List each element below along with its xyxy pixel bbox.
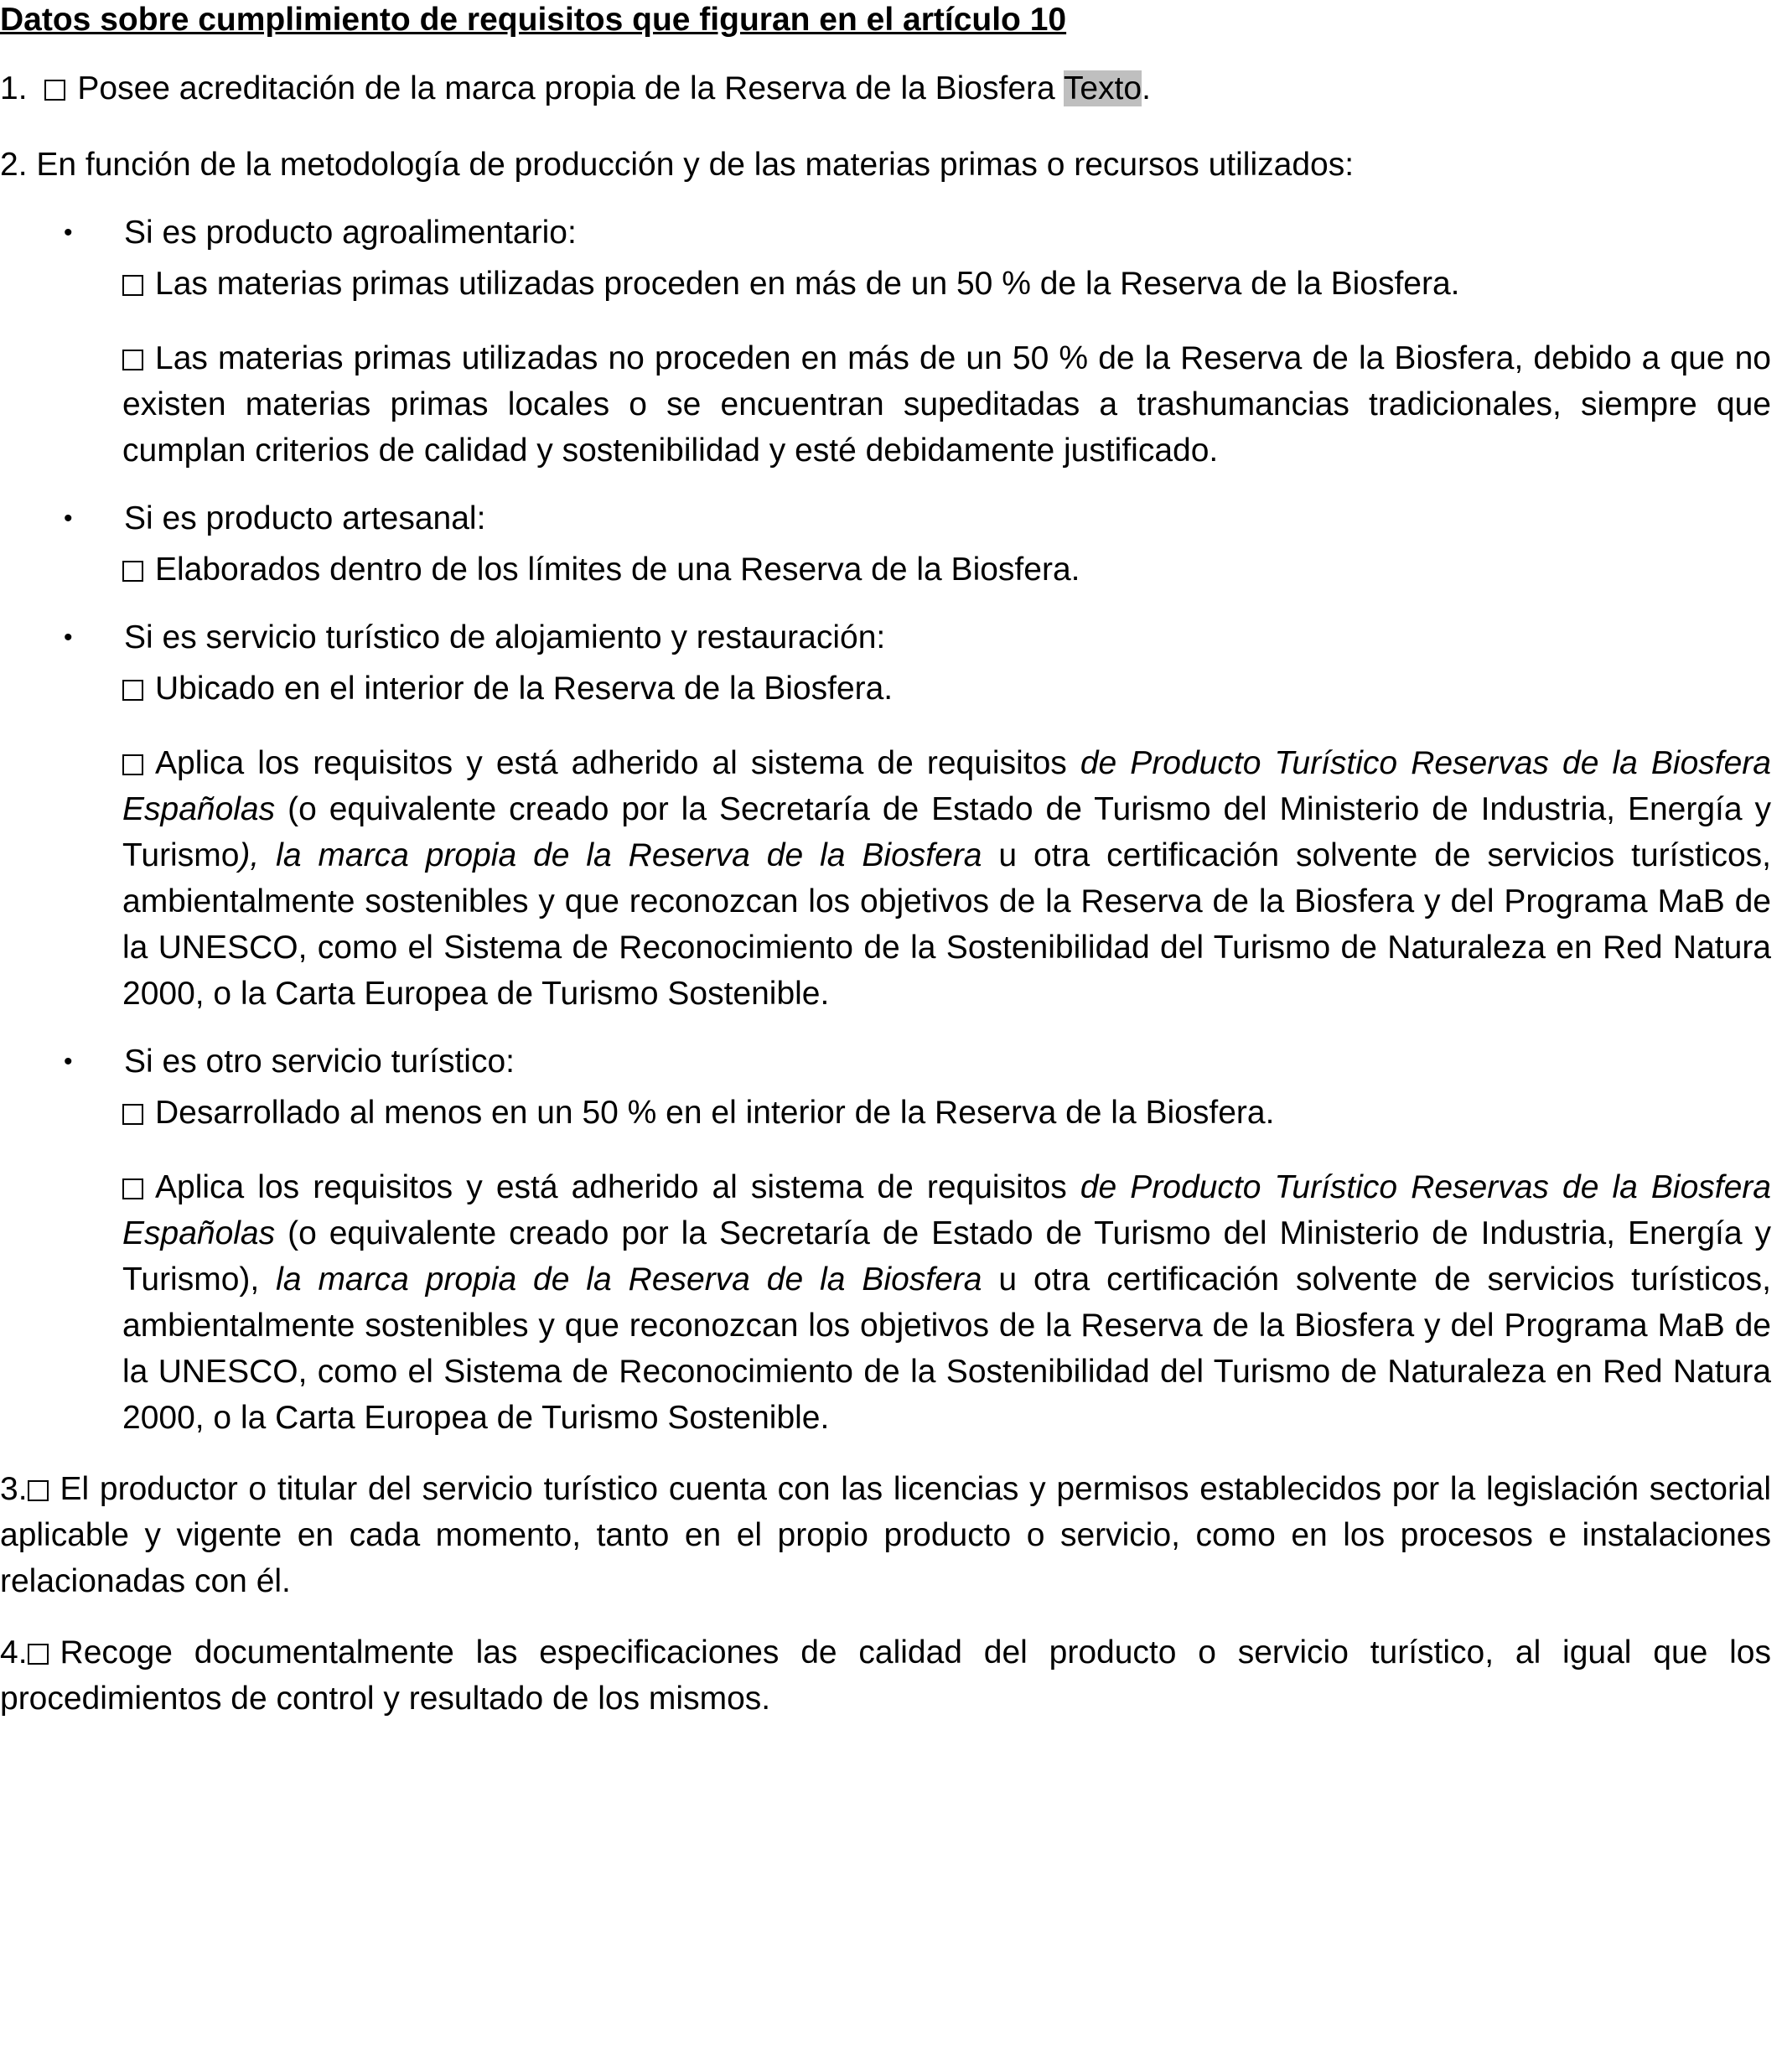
checkbox-alojamiento-2[interactable] xyxy=(122,754,143,775)
checkbox-agro-2[interactable] xyxy=(122,350,143,370)
otro-opt2-part-c: (o equivalente creado por la Secretaría de Estado de Turismo del Ministerio de Industria, Energía y Turismo), xyxy=(122,1215,1771,1298)
requirement-1-text: Posee acreditación de la marca propia de la Reserva de la Biosfera xyxy=(77,70,1055,106)
item-number: 3. xyxy=(0,1471,28,1507)
agro-option-2-text: Las materias primas utilizadas no proceden en más de un 50 % de la Reserva de la Biosfera, debido a que no existen materias primas locales o se encuentran supeditadas a trashumancias tradicionales, siempre que cumplan criterios de calidad y sostenibilidad y esté debidamente justificado. xyxy=(122,340,1771,469)
artesanal-option-1 xyxy=(122,546,1771,593)
checkbox-agro-1[interactable] xyxy=(122,275,143,296)
otro-option-1-text: Desarrollado al menos en un 50 % en el interior de la Reserva de la Biosfera. xyxy=(155,1095,1275,1131)
agro-section xyxy=(0,210,1771,474)
requirement-3 xyxy=(0,1466,1771,1604)
checkbox-3[interactable] xyxy=(28,1480,49,1501)
checkbox-4[interactable] xyxy=(28,1644,49,1665)
alojamiento-option-2 xyxy=(122,740,1771,1017)
otro-opt2-part-b: de Producto Turístico Reservas de la Biosfera Españolas xyxy=(122,1169,1771,1251)
page-title: Datos sobre cumplimiento de requisitos que figuran en el artículo 10 xyxy=(0,2,1067,38)
artesanal-heading: • Si es producto artesanal: xyxy=(122,495,1771,541)
checkbox-otro-2[interactable] xyxy=(122,1178,143,1199)
alojamiento-section xyxy=(0,614,1771,1017)
alojamiento-opt2-part-b: de Producto Turístico Reservas de la Biosfera Españolas xyxy=(122,745,1771,827)
alojamiento-opt2-part-c: (o equivalente creado por la Secretaría de Estado de Turismo del Ministerio de Industria, Energía y Turismo xyxy=(122,791,1771,873)
alojamiento-option-1 xyxy=(122,666,1771,712)
item-number: 4. xyxy=(0,1634,28,1671)
otro-option-1 xyxy=(122,1090,1771,1136)
otro-option-2 xyxy=(122,1164,1771,1441)
alojamiento-opt2-part-a: Aplica los requisitos y está adherido al sistema de requisitos xyxy=(155,745,1080,781)
artesanal-section xyxy=(0,495,1771,593)
agro-option-1-text: Las materias primas utilizadas proceden en más de un 50 % de la Reserva de la Biosfera. xyxy=(155,266,1460,302)
agro-option-2 xyxy=(122,335,1771,474)
alojamiento-opt2-part-d: ), la marca propia de la Reserva de la Biosfera xyxy=(239,837,982,873)
requirement-1 xyxy=(0,65,1771,111)
requirement-2: 2. En función de la metodología de producción y de las materias primas o recursos utilizados: xyxy=(0,147,1355,183)
artesanal-option-1-text: Elaborados dentro de los límites de una Reserva de la Biosfera. xyxy=(155,552,1080,588)
alojamiento-option-1-text: Ubicado en el interior de la Reserva de la Biosfera. xyxy=(155,671,894,707)
checkbox-artesanal-1[interactable] xyxy=(122,561,143,582)
period: . xyxy=(1142,70,1151,106)
agro-option-1 xyxy=(122,261,1771,307)
checkbox-1[interactable] xyxy=(44,80,65,101)
otro-section xyxy=(0,1039,1771,1441)
alojamiento-opt2-part-e: u otra certificación solvente de servicios turísticos, ambientalmente sostenibles y que reconozcan los objetivos de la Reserva de la Biosfera y del Programa MaB de la UNESCO, como el Sistema de Reconocimiento de la Sostenibilidad del Turismo de Naturaleza en Red Natura 2000, o la Carta Europea de Turismo Sostenible. xyxy=(122,837,1771,1012)
otro-opt2-part-e: u otra certificación solvente de servicios turísticos, ambientalmente sostenibles y que reconozcan los objetivos de la Reserva de la Biosfera y del Programa MaB de la UNESCO, como el Sistema de Reconocimiento de la Sostenibilidad del Turismo de Naturaleza en Red Natura 2000, o la Carta Europea de Turismo Sostenible. xyxy=(122,1261,1771,1436)
agro-heading: • Si es producto agroalimentario: xyxy=(122,210,1771,256)
checkbox-alojamiento-1[interactable] xyxy=(122,680,143,701)
requirement-4-text: Recoge documentalmente las especificaciones de calidad del producto o servicio turístico, al igual que los procedimientos de control y resultado de los mismos. xyxy=(0,1634,1771,1717)
item-number: 1. xyxy=(0,70,28,106)
requirement-4 xyxy=(0,1629,1771,1722)
otro-opt2-part-a: Aplica los requisitos y está adherido al sistema de requisitos xyxy=(155,1169,1080,1205)
otro-heading: • Si es otro servicio turístico: xyxy=(122,1039,1771,1085)
alojamiento-heading: • Si es servicio turístico de alojamiento y restauración: xyxy=(122,614,1771,660)
otro-opt2-part-d: la marca propia de la Reserva de la Biosfera xyxy=(276,1261,982,1298)
checkbox-otro-1[interactable] xyxy=(122,1104,143,1125)
requirement-3-text: El productor o titular del servicio turístico cuenta con las licencias y permisos establecidos por la legislación sectorial aplicable y vigente en cada momento, tanto en el propio producto o servicio, como en los procesos e instalaciones relacionadas con él. xyxy=(0,1471,1771,1599)
text-placeholder[interactable]: Texto xyxy=(1063,70,1142,106)
